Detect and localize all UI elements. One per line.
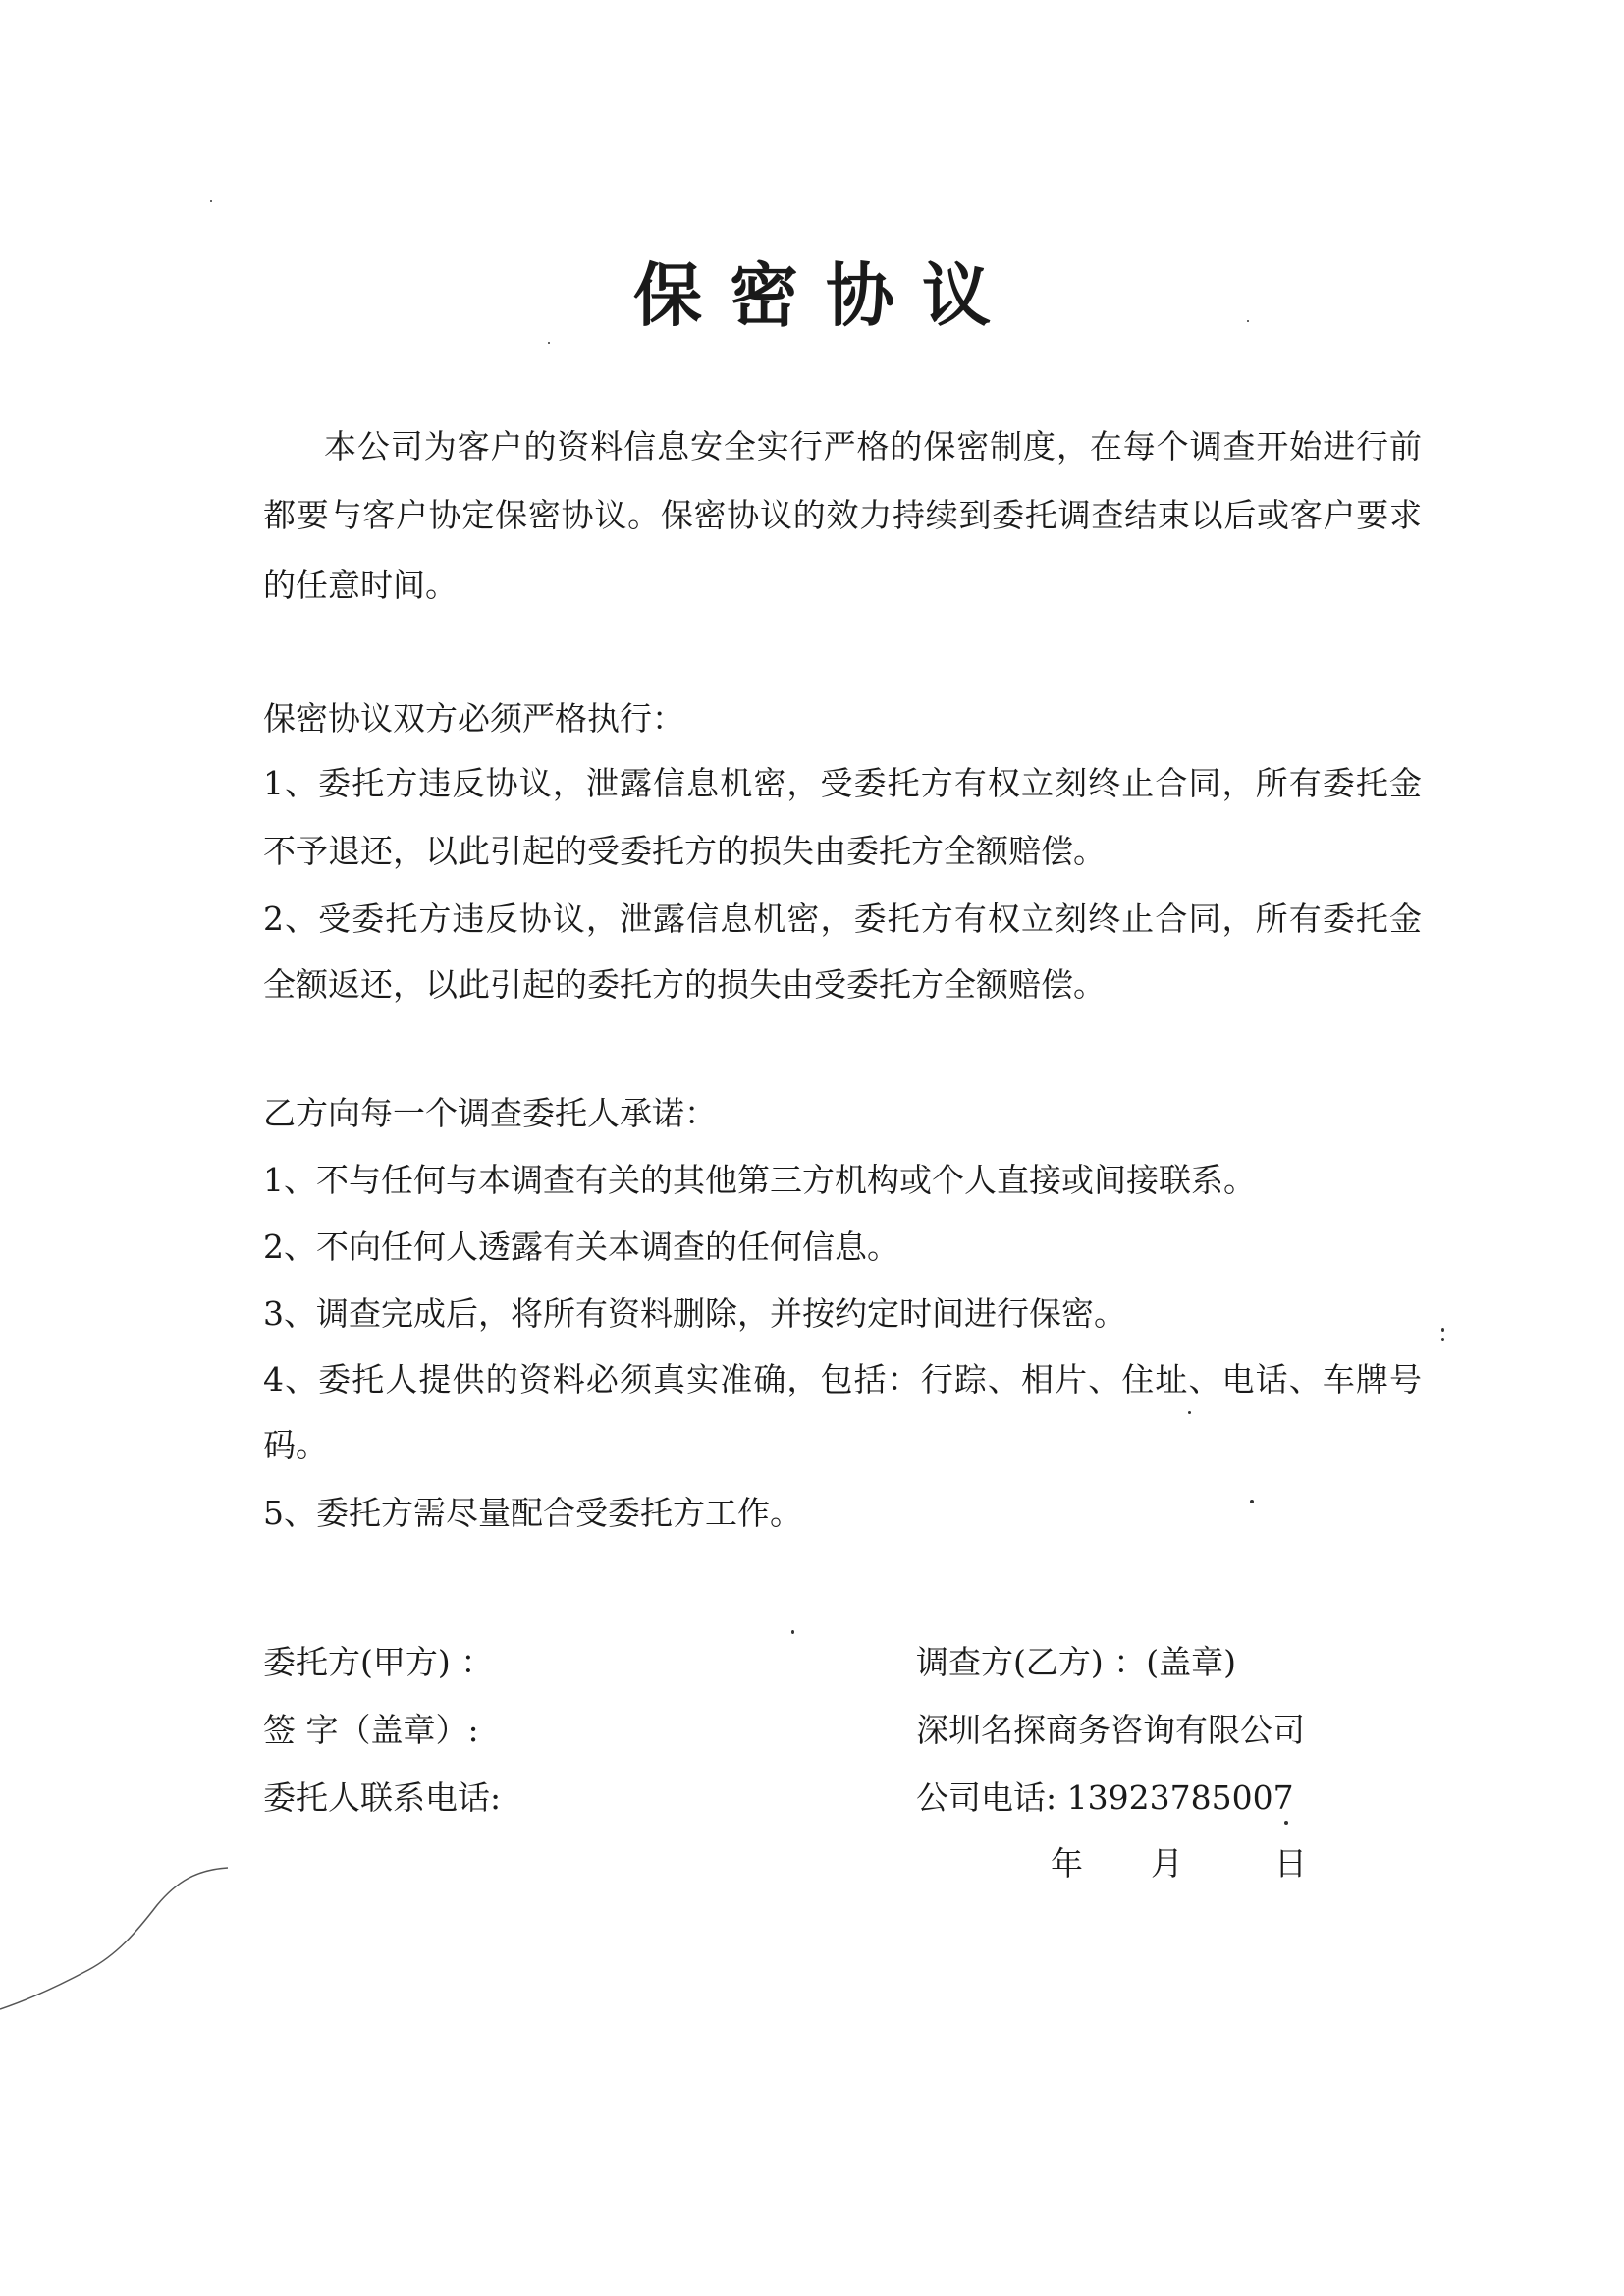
section2-item-1: 1、不与任何与本调查有关的其他第三方机构或个人直接或间接联系。 (263, 1161, 1256, 1199)
company-phone: 公司电话: 13923785007 (916, 1778, 1294, 1817)
date-year: 年 (1051, 1844, 1083, 1883)
scan-speck (1188, 1411, 1191, 1414)
party-b-label: 调查方(乙方) ：(盖章) (916, 1643, 1236, 1681)
scan-speck (1284, 1821, 1288, 1825)
date-month: 月 (1151, 1844, 1183, 1883)
section1-item-1b: 不予退还，以此引起的受委托方的损失由委托方全额赔偿。 (263, 832, 1106, 870)
date-day: 日 (1274, 1844, 1307, 1883)
section1-item-2b: 全额返还，以此引起的委托方的损失由受委托方全额赔偿。 (263, 965, 1106, 1004)
section2-item-4b: 码。 (263, 1426, 328, 1464)
section1-heading: 保密协议双方必须严格执行： (263, 699, 684, 738)
section1-item-1a: 1、委托方违反协议，泄露信息机密，受委托方有权立刻终止合同，所有委托金 (263, 764, 1422, 802)
scan-speck (548, 342, 550, 344)
scan-speck (791, 1630, 794, 1634)
section2-item-3: 3、调查完成后，将所有资料删除，并按约定时间进行保密。 (263, 1294, 1126, 1333)
scan-speck (210, 200, 212, 202)
client-phone-label: 委托人联系电话: (263, 1778, 502, 1817)
scan-speck (1247, 320, 1249, 322)
party-a-label: 委托方(甲方) ： (263, 1643, 494, 1681)
company-name: 深圳名探商务咨询有限公司 (916, 1711, 1305, 1749)
document-title: 保密协议 (633, 254, 1018, 336)
scan-speck (1441, 1328, 1444, 1332)
intro-line-3: 的任意时间。 (263, 566, 458, 604)
scan-speck (1441, 1338, 1444, 1341)
section2-heading: 乙方向每一个调查委托人承诺： (263, 1094, 717, 1132)
section2-item-4a: 4、委托人提供的资料必须真实准确，包括：行踪、相片、住址、电话、车牌号 (263, 1360, 1422, 1398)
signature-label: 签 字（盖章）: (263, 1711, 479, 1749)
scan-speck (1250, 1500, 1254, 1503)
scan-fold-line (0, 1856, 255, 2013)
intro-line-1: 本公司为客户的资料信息安全实行严格的保密制度，在每个调查开始进行前 (324, 427, 1422, 465)
section2-item-5: 5、委托方需尽量配合受委托方工作。 (263, 1494, 802, 1532)
section2-item-2: 2、不向任何人透露有关本调查的任何信息。 (263, 1228, 899, 1266)
section1-item-2a: 2、受委托方违反协议，泄露信息机密，委托方有权立刻终止合同，所有委托金 (263, 900, 1422, 938)
intro-line-2: 都要与客户协定保密协议。保密协议的效力持续到委托调查结束以后或客户要求 (263, 496, 1422, 534)
